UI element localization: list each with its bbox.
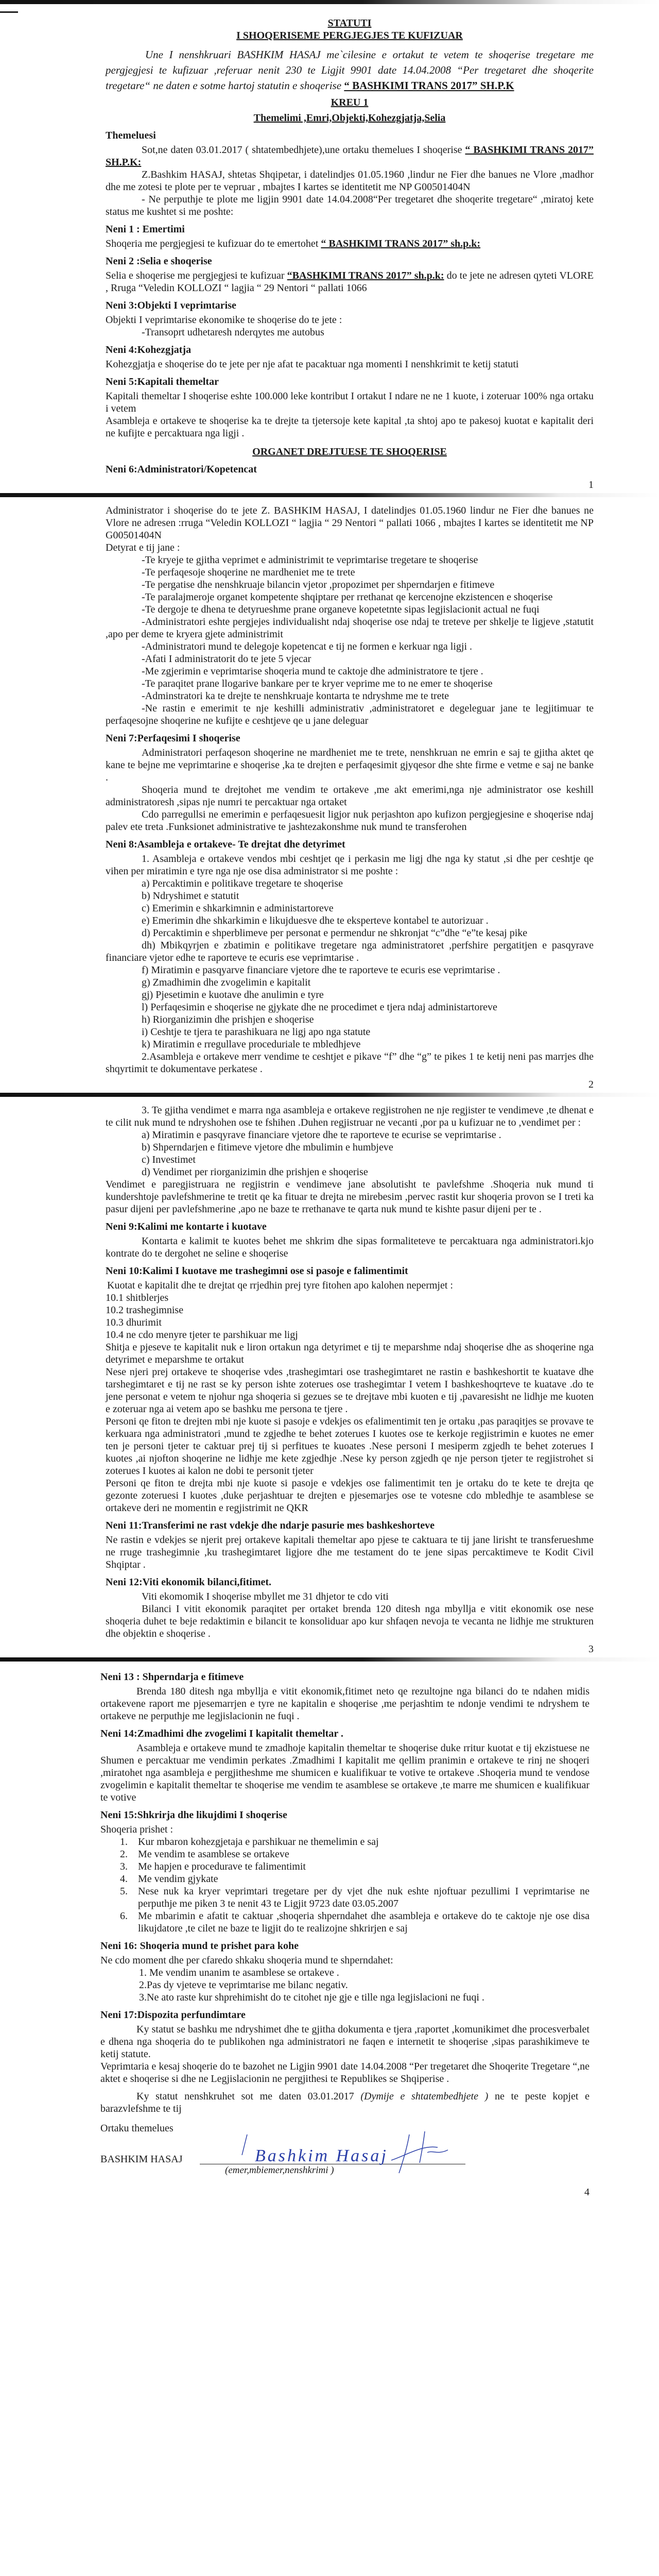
- article-heading: Neni 9:Kalimi me kontarte i kuotave: [106, 1221, 267, 1232]
- paragraph: Kuotat e kapitalit dhe te drejtat qe rrjedhin prej tyre fitohen apo kalohen nepermjet :: [107, 1280, 453, 1291]
- list-item: -Adminstratori ka te drejte te nenshkruaje kontarta te ndryshme me te trete: [142, 690, 449, 702]
- paragraph: Bilanci I vitit ekonomik paraqitet per ortaket brenda 120 ditesh nga mbyllja e vitit ekonomik ose nese shoqeria duhet te beje redaktimin e bilancit te konsoliduar apo kur shfaqen nevoja te vecanta ne lidhje me strukturen dhe objektin e shoqerise .: [106, 1603, 594, 1639]
- article-heading: Neni 8:Asambleja e ortakeve- Te drejtat dhe detyrimet: [106, 839, 345, 850]
- article-heading: Neni 4:Kohezgjatja: [106, 344, 192, 355]
- list-item: g) Zmadhimin dhe zvogelimin e kapitalit: [142, 977, 311, 988]
- item-number: 3.: [120, 1861, 128, 1872]
- list-item: 10.3 dhurimit: [106, 1317, 162, 1328]
- company-name: “BASHKIMI TRANS 2017” sh.p.k:: [287, 270, 444, 281]
- article-text: Ne cdo moment dhe per cfaredo shkaku shoqeria mund te shperndahet:: [100, 1955, 393, 1966]
- list-item: -Administratori eshte pergjejes individualisht ndaj shoqerise ose ndaj te treteve per shkelje te ligjeve ,statutit ,apo per deme te kryera gjete administrimit: [106, 616, 594, 640]
- article-heading: Neni 2 :Selia e shoqerise: [106, 256, 212, 267]
- list-item: [120, 1873, 589, 1885]
- paragraph: Personi qe fiton te drejta mbi nje kuote si pasoje e vdekjes ose falimentimit ten je ortaku do te kete te drejta qe gezonte zoteruesi I kuotes ,duke perjashtuar te drejten e pjesemarjes ose te votesne cdo mbledhje te asamblese se ortakeve deri ne momentin e regjistrimit ne QKR: [106, 1478, 594, 1514]
- article-text: [106, 747, 594, 833]
- text: Shoqeria me pergjegjesi te kufizuar do te emertohet: [106, 238, 321, 249]
- list-item: d) Vendimet per riorganizimin dhe prishjen e shoqerise: [142, 1166, 368, 1178]
- page-number: 3: [588, 1643, 594, 1655]
- list-item: 2.Asambleja e ortakeve merr vendime te ceshtjet e pikave “f” dhe “g” te pikes 1 te ketij neni pas marrjes dhe shqyrtimit te dokumentave perkatese .: [106, 1051, 594, 1075]
- article-heading: Neni 14:Zmadhimi dhe zvogelimi I kapitalit themeltar .: [100, 1728, 343, 1739]
- article-text: Kohezgjatja e shoqerise do te jete per nje afat te pacaktuar nga momenti I nenshkrimit te ketij statuti: [106, 359, 519, 370]
- article-text: [106, 1590, 594, 1640]
- handwritten-signature: [221, 2129, 469, 2176]
- item-text: Me vendim te asamblese se ortakeve: [138, 1849, 289, 1860]
- list-item: gj) Pjesetimin e kuotave dhe anulimin e tyre: [142, 989, 324, 1001]
- item-text: Kur mbaron kohezgjetaja e parshikuar ne themelimin e saj: [138, 1836, 379, 1848]
- article-heading: Neni 6:Administratori/Kopetencat: [106, 464, 257, 475]
- article-heading: Neni 17:Dispozita perfundimtare: [100, 2009, 246, 2021]
- article-text: Asambleja e ortakeve mund te zmadhoje kapitalin themeltar te shoqerise duke rritur kuotat e tij ekzistuese ne Shumen e percaktuar me vendimin perkates .Zmadhimi I kapitalit me qellim pranimin e ortakeve te rinj ne shoqeri ,miratohet nga asambleja e pergjitheshme me shumicen e kualifikuar te votive te ortakeve .Shoqeria mund te vendose zvogelimin e kapitalit themeltar te shoqerise me vendim te asamblese se ortakeve ,te marre me shumicen e kualifikuar te votive: [100, 1742, 589, 1803]
- intro-paragraph: [106, 47, 594, 93]
- section-title: ORGANET DREJTUESE TE SHOQERISE: [252, 446, 447, 457]
- paragraph: Cdo parregullsi ne emerimin e perfaqesuesit ligjor nuk perjashton apo kufizon pergjegjesine e shoqerise ndaj palev ete treta .Funksionet administrative te jashtezakonshme nuk mund te transferohen: [106, 809, 594, 833]
- list-item: l) Perfaqesimin e shoqerise ne gjykate dhe ne procedimet e tjera ndaj administartoreve: [142, 1002, 497, 1013]
- page-number: 2: [588, 1079, 594, 1090]
- signature-block: [100, 2134, 589, 2176]
- article-heading: Neni 7:Perfaqesimi I shoqerise: [106, 733, 240, 744]
- article-text: Brenda 180 ditesh nga mbyllja e vitit ekonomik,fitimet neto qe rezultojne nga bilanci do te ndahen midis ortakevene raport me pjesemarrjen e tyre ne kapitalin e shoqerise ,me perjashtim te ndonje vendimi te ndryshem te ortakeve ne perputhje me legjislacionin ne fuqi .: [100, 1686, 589, 1722]
- list-item: 10.2 trashegimnise: [106, 1304, 184, 1316]
- scanner-edge: [0, 493, 659, 497]
- item-text: Me vendim gjykate: [138, 1873, 218, 1885]
- list-item: [120, 1860, 589, 1873]
- activity-item: -Transoprt udhetaresh nderqytes me autobus: [142, 327, 324, 338]
- chapter-subtitle: Themelimi ,Emri,Objekti,Kohezgjatja,Selia: [253, 112, 446, 124]
- page-4: [0, 1662, 659, 2200]
- article-heading: Neni 15:Shkrirja dhe likujdimi I shoqerise: [100, 1809, 287, 1821]
- article-text: [106, 238, 594, 250]
- list-item: 10.4 ne cdo menyre tjeter te parshikuar me ligj: [106, 1329, 298, 1341]
- list-item: -Administratori mund te delegoje kopetencat e tij ne formen e kerkuar nga ligji .: [142, 641, 473, 652]
- list-item: [120, 1885, 589, 1910]
- list-item: -Te dergoje te dhena te detyrueshme prane organeve kopetetnte sipas legjislacionit actual ne fuqi: [142, 604, 540, 615]
- list-item: c) Emerimin e shkarkimnin e administartoreve: [142, 903, 334, 914]
- article-text: Shoqeria prishet :: [100, 1824, 174, 1835]
- document-subtitle: I SHOQERISEME PERGJEGJES TE KUFIZUAR: [236, 30, 463, 41]
- list-item: f) Miratimin e pasqyarve financiare vjetore dhe te raporteve te ecuris ese veprimtarise .: [142, 964, 500, 976]
- scanner-edge: [0, 1657, 659, 1662]
- text: Sot,ne daten 03.01.2017 ( shtatembedhjete),une ortaku themelues I shoqerise: [142, 144, 465, 156]
- list-item: -Te paraqitet prane llogarive bankare per te kryer veprime me to ne emer te shoqerise: [142, 678, 493, 689]
- list-item: 2.Pas dy vjeteve te veprimtarise me bilanc negativ.: [139, 1979, 348, 1991]
- list-item: b) Ndryshimet e statutit: [142, 890, 239, 902]
- founding-paragraph: [106, 144, 594, 168]
- administrator-text: Administrator i shoqerise do te jete Z. BASHKIM HASAJ, I datelindjes 01.05.1960 lindur ne Fier dhe banues ne Vlore ne adresen :rruga “Veledin KOLLOZI “ lagjia “ 29 Nentori “ pallati 1066 , mbajtes I kartes se identitetit me NP G00501404N: [106, 505, 594, 541]
- list-item: a) Miratimin e pasqyrave financiare vjetore dhe te raporteve te ecurise se veprimtarise .: [142, 1129, 501, 1141]
- list-item: -Te pergatise dhe nenshkruaje bilancin vjetor ,propozimet per shperndarjen e fitimeve: [142, 579, 495, 590]
- chapter-heading: KREU 1: [331, 97, 369, 108]
- legal-basis: - Ne perputhje te plote me ligjin 9901 date 14.04.2008“Per tregetaret dhe shoqerite tregetare“ ,miratoj kete status me kushtet si me poshte:: [106, 194, 594, 217]
- scanner-edge: [0, 1093, 659, 1097]
- article-text: [106, 269, 594, 294]
- section-heading: Themeluesi: [106, 130, 156, 141]
- capital-text: Kapitali themeltar I shoqerise eshte 100.000 leke kontribut I ortakut I ndare ne ne 1 kuote, i zoteruar 100% nga ortaku i vetem: [106, 391, 594, 414]
- date-in-words: (Dymije e shtatembedhjete ): [360, 2091, 489, 2102]
- company-name: “ BASHKIMI TRANS 2017” SH.P.K:: [106, 144, 594, 168]
- list-item: [120, 1910, 589, 1935]
- paragraph: 3. Te gjitha vendimet e marra nga asambleja e ortakeve regjistrohen ne nje regjister te vendimeve ,te dhenat e te cilit nuk mund te ndryshohen ose te fshihen .Duhen regjistruar ne vecanti ,por pa u kufizuar ne to ,vendimet per :: [106, 1105, 594, 1128]
- article-text: [106, 1279, 594, 1514]
- list-item: -Ne rastin e emerimit te nje keshilli administrativ ,administratoret e degeleguar jane te legjitimuar te perfaqesojne shoqerine ne kufijte e ceshtjeve qe u jane deleguar: [106, 703, 594, 726]
- item-text: Me mbarimin e afatit te caktuar ,shoqeria shperndahet dhe asambleja e ortakeve do te caktoje nje ose disa likujdatore ,te cilet ne baze te ligjit do te realizojne shkrirjen e saj: [138, 1910, 589, 1934]
- list-item: dh) Mbikqyrjen e zbatimin e politikave tregetare nga administratoret ,perfshire pergatitjen e pasqyrave financiare vjetor edhe te raporteve te ecuris ese veprimtarise .: [106, 940, 594, 963]
- list-item: -Te kryeje te gjitha veprimet e administrimit te veprimtarise tregetare te shoqerise: [142, 554, 478, 566]
- capital-text: Asambleja e ortakeve te shoqerise ka te drejte ta tjetersoje kete kapital ,ta shtoj apo te pakesoj kuotat e kapitalit deri ne kufijte e percaktuara nga ligji .: [106, 415, 594, 439]
- list-item: -Me zgjerimin e veprimtarise shoqeria mund te caktoje dhe administratore te tjere .: [142, 666, 483, 677]
- duties-list: [106, 554, 594, 727]
- paragraph: Nese njeri prej ortakeve te shoqerise vdes ,trashegimtari ose trashegimtaret ne rastin e bashkeshortit te kuatave dhe tarshegimtaret e tij ne rast se ky person ishte zoterues ose trashegimtar I vetem I bashkeshoqrteve te kuatave .do te jene personat e vetem te njohur nga shoqeria si gezues se te drejtave mbi kuoten e tij ,pavaresisht ne lidhje me kuoten e zoteruar nga ai vetem apo se bashku me persona te tjere .: [106, 1366, 594, 1415]
- paragraph: Personi qe fiton te drejten mbi nje kuote si pasoje e vdekjes os efalimentimit ten je ortaku ,pas paraqitjes se provave te kerkuara nga administratori ,mund te zgjedhe te behet zoterues I kuotes ose te kerkoje regjistrimin e kuotes ne emer ten je personi tjeter te caktuar prej tij si perfitues te kuoates .Nese personi I mesiperm zgjedh te behet zoterues I kuotes ,ai njofton shoqerine ne lidhje me kete zgjedhje .Nese ky person zgjedh qe nje person tjeter te regjistrohet si zoterues I kuotes ai kalon ne dobi te personit tjeter: [106, 1416, 594, 1477]
- article-heading: Neni 1 : Emertimi: [106, 224, 185, 235]
- article-heading: Neni 16: Shoqeria mund te prishet para kohe: [100, 1940, 299, 1952]
- item-number: 1.: [120, 1836, 128, 1848]
- text: Selia e shoqerise me pergjegjesi te kufizuar: [106, 270, 287, 281]
- article-heading: Neni 13 : Shperndarja e fitimeve: [100, 1671, 244, 1683]
- scanner-edge: [0, 0, 659, 4]
- page-3: [0, 1097, 659, 1657]
- article-heading: Neni 11:Transferimi ne rast vdekje dhe ndarje pasurie mes bashkeshorteve: [106, 1520, 435, 1531]
- decisions-register: [106, 1104, 594, 1215]
- paragraph: Veprimtaria e kesaj shoqerie do te bazohet ne Ligjin 9901 date 14.04.2008 “Per tregetaret dhe Shoqerite Tregetare “,ne aktet e shoqerise si dhe ne Legjislacionin ne pergjithesi te Republikes se Shqiperise .: [100, 2061, 589, 2084]
- address: do te jete ne adresen qyteti VLORE , Rruga “Veledin KOLLOZI “ lagjia “ 29 Nentori “ pallati 1066: [106, 270, 594, 294]
- company-name: “ BASHKIMI TRANS 2017” sh.p.k:: [321, 238, 481, 249]
- list-item: d) Percaktimin e shperblimeve per personat e permendur ne shkronjat “c”dhe “e”te kesaj pike: [142, 927, 528, 939]
- paragraph: Viti ekomomik I shoqerise mbyllet me 31 dhjetor te cdo viti: [142, 1591, 389, 1602]
- list-item: -Te perfaqesoje shoqerine ne mardheniet me te trete: [142, 567, 355, 578]
- item-number: 5.: [120, 1886, 128, 1897]
- list-item: k) Miratimin e rregullave proceduriale te mbledhjeve: [142, 1039, 361, 1050]
- list-item: 3.Ne ato raste kur shprehimisht do te citohet nje gje e tille nga legjislacioni ne fuqi .: [139, 1992, 484, 2003]
- text: Ky statut nenshkruhet sot me daten 03.01.2017: [136, 2091, 361, 2102]
- page-2: [0, 497, 659, 1093]
- company-name: “ BASHKIMI TRANS 2017” SH.P.K: [344, 79, 514, 92]
- list-item: -Te paralajmeroje organet kompetente shqiptare per rrethanat qe kercenojne ekzistencen e shoqerise: [142, 591, 553, 603]
- signature-caption: (emer,mbiemer,nenshkrimi ): [225, 2165, 334, 2176]
- list-item: 1. Asambleja e ortakeve vendos mbi ceshtjet qe i perkasin me ligj dhe nga ky statut ,si dhe per ceshtje qe vihen per miratimin e tyre nga nje ose disa administrator si me poshte :: [106, 853, 594, 877]
- early-dissolution-list: [100, 1967, 589, 2004]
- paragraph: Shoqeria mund te drejtohet me vendim te ortakeve ,me akt emerimi,nga nje administrator ose keshill administratoresh ,sipas nje numri te percaktuar nga ortaket: [106, 784, 594, 808]
- duties-label: Detyrat e tij jane :: [106, 542, 180, 553]
- article-heading: Neni 3:Objekti I veprimtarise: [106, 300, 236, 311]
- article-heading: Neni 10:Kalimi I kuotave me trashegimni ose si pasoje e falimentimit: [106, 1265, 408, 1277]
- list-item: c) Investimet: [142, 1154, 196, 1165]
- paragraph: Administratori perfaqeson shoqerine ne mardheniet me te trete, nenshkruan ne emrin e saj te gjitha aktet qe kane te bejne me veprimtarine e shoqerise ,ka te drejten e perfaqesimit gjyqesor dhe shte firme e vetme e saj ne banke .: [106, 747, 594, 783]
- paragraph: Shitja e pjeseve te kapitalit nuk e liron ortakun nga detyrimet e tij te meparshme ndaj shoqerise dhe as shoqerine nga detyrimet e meparshme te ortakut: [106, 1342, 594, 1365]
- list-item: [120, 1848, 589, 1860]
- list-item: 10.1 shitblerjes: [106, 1292, 169, 1303]
- list-item: a) Percaktimin e politikave tregetare te shoqerise: [142, 878, 343, 889]
- paragraph: Ky statut se bashku me ndryshimet dhe te gjitha dokumenta e tjera ,raportet ,komunikimet dhe procesverbalet e dhena nga shoqeria do te publikohen nga administratori ne faqen e internetit te shoqerise ,sipas parashikimeve te ketij statute.: [100, 2024, 589, 2060]
- list-item: [120, 1836, 589, 1848]
- intro-text: Une I nenshkruari BASHKIM HASAJ me`cilesine e ortakut te vetem te shoqerise tregetare me pergjegjesi te kufizuar ,referuar nenit 230 te Ligjit 9901 date 14.04.2008 “Per tregetaret dhe shoqerite tregetare“ ne daten e sotme hartoj statutin e shoqerise: [106, 48, 594, 92]
- assembly-list: [106, 853, 594, 1075]
- article-text: Ne rastin e vdekjes se njerit prej ortakeve kapitali themeltar apo pjese te caktuara te tij jane lirisht te transferueshme ne rruge trashegimnie ,ku trashegimtaret ligjore dhe me testament do te jene sipas percaktimeve te Kodit Civil Shqiptar .: [106, 1534, 594, 1570]
- item-text: Me hapjen e procedurave te falimentimit: [138, 1861, 306, 1872]
- document-title: STATUTI: [327, 18, 372, 29]
- item-number: 6.: [120, 1910, 128, 1922]
- article-text: Objekti I veprimtarise ekonomike te shoqerise do te jete :: [106, 314, 342, 326]
- svg-text:Bashkim Hasaj: Bashkim Hasaj: [255, 2146, 388, 2165]
- item-text: Nese nuk ka kryer veprimtari tregetare per dy vjet dhe nuk eshte njoftuar pezullimi I veprimtarise ne perputhje me piken 3 te nenit 43 te Ligjit 9723 date 03.05.2007: [138, 1886, 589, 1909]
- article-heading: Neni 5:Kapitali themeltar: [106, 376, 219, 387]
- founder-details: Z.Bashkim HASAJ, shtetas Shqipetar, i datelindjes 01.05.1960 ,lindur ne Fier dhe banues ne Vlore ,madhor dhe me zotesi te plote per te vepruar , mbajtes I kartes se identitetit me NP G00501404N: [106, 169, 594, 193]
- text: ne te peste kopjet e barazvlefshme te tij: [100, 2091, 589, 2114]
- paragraph: Vendimet e paregjistruara ne regjistrin e vendimeve jane absolutisht te pavlefshme .Shoqeria nuk mund ti kundershtoje pavlefshmerine te tretit qe ka fituar te drejta ne mirebesim ,pervec rastit kur shoqeria provon se I treti ka pasur dijeni per pavlefshmerine ,apo ne baze te rrethanave te qarta nuk mund te kishte pasur dijeni per te .: [106, 1179, 594, 1215]
- page-1: [0, 4, 659, 493]
- list-item: b) Shperndarjen e fitimeve vjetore dhe mbulimin e humbjeve: [142, 1142, 393, 1153]
- item-number: 4.: [120, 1873, 128, 1885]
- signing-statement: [100, 2090, 589, 2115]
- article-text: Kontarta e kalimit te kuotes behet me shkrim dhe sipas formaliteteve te percaktuara nga administratori.kjo kontrate do te dergohet ne seline e shoqerise: [106, 1235, 594, 1259]
- dissolution-list: [100, 1836, 589, 1935]
- article-heading: Neni 12:Viti ekonomik bilanci,fitimet.: [106, 1577, 272, 1588]
- list-item: -Afati I administratorit do te jete 5 vjecar: [142, 653, 311, 665]
- list-item: e) Emerimin dhe shkarkimin e likujduesve dhe te eksperteve kontabel te autorizuar .: [142, 915, 489, 926]
- signer-role: Ortaku themelues: [100, 2123, 174, 2134]
- signer-name: BASHKIM HASAJ: [100, 2154, 183, 2165]
- list-item: i) Ceshtje te tjera te parashikuara ne ligj apo nga statute: [142, 1026, 371, 1038]
- item-number: 2.: [120, 1849, 128, 1860]
- page-number: 4: [584, 2187, 589, 2198]
- scan-mark: [0, 11, 18, 13]
- list-item: h) Riorganizimin dhe prishjen e shoqerise: [142, 1014, 314, 1025]
- list-item: 1. Me vendim unanim te asamblese se ortakeve .: [139, 1967, 339, 1978]
- page-number: 1: [588, 479, 594, 490]
